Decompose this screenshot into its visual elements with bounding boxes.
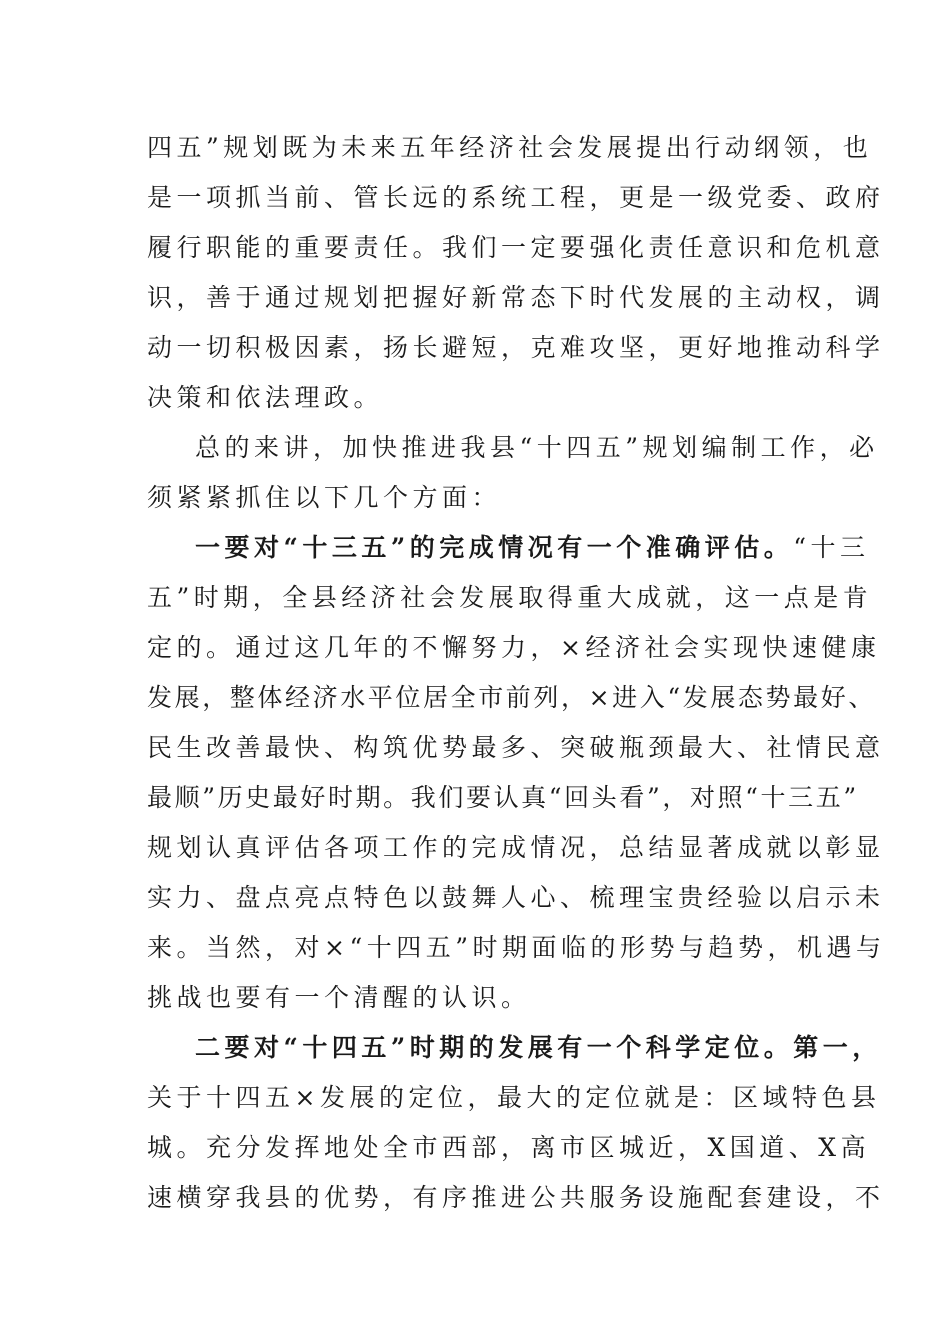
text-line: 民生改善最快、构筑优势最多、突破瓶颈最大、社情民意 <box>147 733 885 762</box>
text-line: 规划认真评估各项工作的完成情况，总结显著成就以彰显 <box>147 833 885 862</box>
text-line: 速横穿我县的优势，有序推进公共服务设施配套建设，不 <box>147 1183 885 1212</box>
text-fragment: “十三 <box>793 533 870 562</box>
paragraph-first-line: 总的来讲，加快推进我县“十四五”规划编制工作，必 <box>195 433 879 462</box>
section-heading-two: 二要对“十四五”时期的发展有一个科学定位。第一， <box>195 1033 882 1062</box>
text-line: 须紧紧抓住以下几个方面： <box>147 483 502 512</box>
section-heading-one: 一要对“十三五”的完成情况有一个准确评估。 <box>195 533 794 562</box>
text-line: 动一切积极因素，扬长避短，克难攻坚，更好地推动科学 <box>147 333 885 362</box>
text-line: 定的。通过这几年的不懈努力，×经济社会实现快速健康 <box>147 633 881 662</box>
text-line: 五”时期，全县经济社会发展取得重大成就，这一点是肯 <box>147 583 873 612</box>
paragraph-first-line <box>195 530 870 566</box>
text-line: 挑战也要有一个清醒的认识。 <box>147 983 531 1012</box>
text-line: 来。当然，对×“十四五”时期面临的形势与趋势，机遇与 <box>147 933 886 962</box>
text-line: 识，善于通过规划把握好新常态下时代发展的主动权，调 <box>147 283 885 312</box>
text-line: 履行职能的重要责任。我们一定要强化责任意识和危机意 <box>147 233 885 262</box>
text-line: 关于十四五×发展的定位，最大的定位就是：区域特色县 <box>147 1083 881 1112</box>
text-line: 决策和依法理政。 <box>147 383 384 412</box>
text-line: 最顺”历史最好时期。我们要认真“回头看”，对照“十三五” <box>147 783 859 812</box>
text-line: 发展，整体经济水平位居全市前列，×进入“发展态势最好、 <box>147 683 876 712</box>
text-line: 城。充分发挥地处全市西部，离市区城近，X国道、X高 <box>147 1133 871 1162</box>
text-line: 四五”规划既为未来五年经济社会发展提出行动纲领，也 <box>147 133 873 162</box>
text-line: 实力、盘点亮点特色以鼓舞人心、梳理宝贵经验以启示未 <box>147 883 885 912</box>
text-line: 是一项抓当前、管长远的系统工程，更是一级党委、政府 <box>147 183 885 212</box>
